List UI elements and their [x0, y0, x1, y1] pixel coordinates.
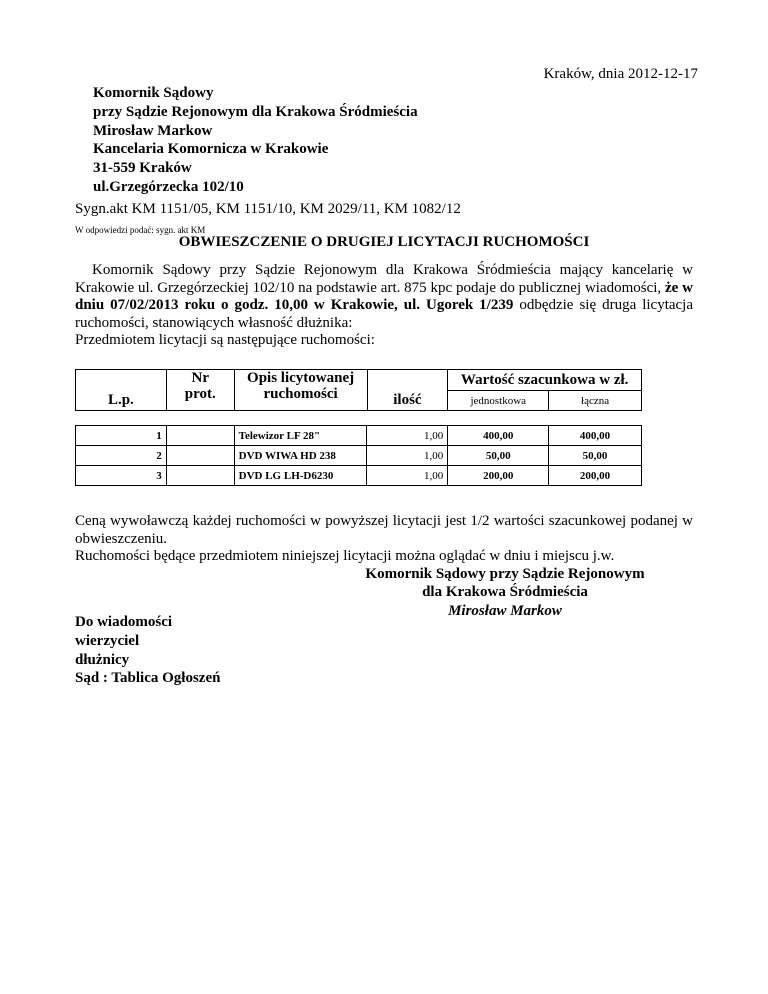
cell-ilosc: 1,00 — [367, 426, 448, 446]
header-opis: Opis licytowanej ruchomości — [234, 370, 367, 411]
header-jednostkowa: jednostkowa — [448, 391, 549, 411]
sender-line: 31-559 Kraków — [93, 160, 192, 177]
header-nr: Nr prot. — [166, 370, 234, 411]
items-table — [75, 425, 642, 486]
table-row — [76, 446, 642, 466]
cell-lp: 2 — [76, 446, 167, 466]
distribution-item: Sąd : Tablica Ogłoszeń — [75, 670, 221, 687]
cell-opis: Telewizor LF 28" — [234, 426, 367, 446]
signature-line: dla Krakowa Śródmieścia — [422, 584, 588, 601]
notice-paragraph: Przedmiotem licytacji są następujące ruchomości: — [75, 332, 375, 349]
cell-jednostkowa: 50,00 — [448, 446, 549, 466]
distribution-list — [75, 613, 220, 688]
cell-opis: DVD LG LH-D6230 — [234, 466, 367, 486]
paragraph-text: Komornik Sądowy przy Sądzie Rejonowym dla Krakowa Śródmieścia mający kancelarię w Krakowie ul. Grzegórzeckiej 102/10 na podstawie art. 875 kpc podaje do publicznej wiadomości, — [75, 262, 693, 296]
cell-jednostkowa: 200,00 — [448, 466, 549, 486]
document-date: Kraków, dnia 2012-12-17 — [543, 66, 698, 82]
cell-laczna: 50,00 — [549, 446, 642, 466]
notice-paragraph — [75, 262, 693, 332]
sender-block — [93, 84, 418, 197]
distribution-item: dłużnicy — [75, 651, 130, 668]
signature-block — [0, 565, 768, 620]
signature-line: Komornik Sądowy przy Sądzie Rejonowym — [365, 566, 645, 582]
notice-body — [75, 262, 693, 350]
cell-jednostkowa: 400,00 — [448, 426, 549, 446]
header-laczna: łączna — [549, 391, 642, 411]
case-signatures: Sygn.akt KM 1151/05, KM 1151/10, KM 2029/11, KM 1082/12 — [75, 201, 461, 217]
terms-paragraph: Ruchomości będące przedmiotem niniejszej licytacji można oglądać w dniu i miejscu j.w. — [75, 548, 615, 565]
distribution-item: Do wiadomości — [75, 614, 173, 630]
items-table-header — [75, 369, 642, 411]
sender-line: przy Sądzie Rejonowym dla Krakowa Śródmieścia — [93, 103, 418, 120]
cell-nr — [166, 466, 234, 486]
cell-lp: 1 — [76, 426, 167, 446]
sender-line: Kancelaria Komornicza w Krakowie — [93, 141, 329, 158]
auction-terms — [75, 513, 693, 566]
table-row — [76, 466, 642, 486]
header-lp: L.p. — [76, 370, 167, 411]
table-row — [76, 426, 642, 446]
sender-line: Komornik Sądowy — [93, 85, 214, 101]
cell-laczna: 200,00 — [549, 466, 642, 486]
cell-ilosc: 1,00 — [367, 446, 448, 466]
cell-nr — [166, 446, 234, 466]
sender-line: Mirosław Markow — [93, 122, 213, 139]
header-wartosc: Wartość szacunkowa w zł. — [448, 370, 642, 391]
cell-laczna: 400,00 — [549, 426, 642, 446]
cell-lp: 3 — [76, 466, 167, 486]
signature-name: Mirosław Markow — [448, 602, 562, 619]
cell-ilosc: 1,00 — [367, 466, 448, 486]
sender-line: ul.Grzegórzecka 102/10 — [93, 178, 244, 195]
header-ilosc: ilość — [367, 370, 448, 411]
cell-nr — [166, 426, 234, 446]
document-title: OBWIESZCZENIE O DRUGIEJ LICYTACJI RUCHOMOŚCI — [178, 234, 590, 250]
paragraph-text: odbędzie się druga licytacja ruchomości, stanowiących własność dłużnika: — [75, 297, 693, 331]
reference-note: W odpowiedzi podać: sygn. akt KM — [75, 225, 206, 235]
distribution-item: wierzyciel — [75, 632, 140, 649]
auction-date-place: że w dniu 07/02/2013 roku o godz. 10,00 w Krakowie, ul. Ugorek 1/239 — [75, 279, 693, 314]
cell-opis: DVD WIWA HD 238 — [234, 446, 367, 466]
terms-paragraph: Ceną wywoławczą każdej ruchomości w powyższej licytacji jest 1/2 wartości szacunkowej podanej w obwieszczeniu. — [75, 513, 693, 547]
